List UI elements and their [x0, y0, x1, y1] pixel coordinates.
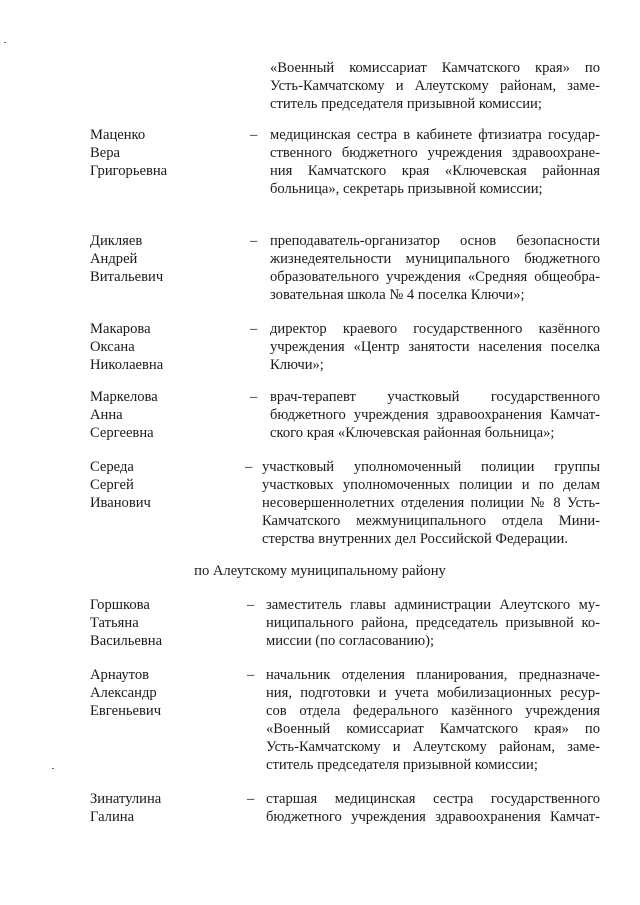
name-line: Николаевна: [90, 357, 164, 373]
member-name-makarova: [90, 320, 240, 374]
desc-line: жизнедеятельности муниципального бюджетного: [270, 251, 600, 267]
dash-separator: –: [245, 459, 253, 475]
dash-separator: –: [247, 791, 255, 807]
member-name-sereda: [90, 458, 240, 512]
desc-line: директор краевого государственного казённого: [270, 321, 600, 337]
name-line: Зинатулина: [90, 791, 162, 807]
member-desc-sereda: [262, 458, 600, 548]
name-line: Иванович: [90, 495, 151, 511]
name-line: Татьяна: [90, 615, 139, 631]
dash-separator: –: [250, 233, 258, 249]
name-line: Александр: [90, 685, 157, 701]
desc-line: бюджетного учреждения здравоохранения Камчат-: [266, 809, 600, 825]
name-line: Вера: [90, 145, 120, 161]
desc-line: стерства внутренних дел Российской Федерации.: [262, 531, 568, 547]
name-line: Анна: [90, 407, 123, 423]
desc-line: Камчатского межмуниципального отдела Мини-: [262, 513, 600, 529]
member-name-matsenko: [90, 126, 240, 180]
name-line: Григорьевна: [90, 163, 168, 179]
dash-separator: –: [250, 321, 258, 337]
desc-line: Ключи»;: [270, 357, 324, 373]
member-name-arnautov: [90, 666, 240, 720]
scan-mark: [4, 42, 6, 43]
member-desc-arnautov: [266, 666, 600, 774]
desc-line: заместитель главы администрации Алеутского му-: [266, 597, 600, 613]
desc-line: старшая медицинская сестра государственного: [266, 791, 600, 807]
member-desc-matsenko: [270, 126, 600, 198]
intro-line: Усть-Камчатскому и Алеутскому районам, заме-: [270, 78, 600, 94]
section-heading-aleut: по Алеутскому муниципальному району: [194, 563, 446, 579]
name-line: Сергеевна: [90, 425, 154, 441]
name-line: Маркелова: [90, 389, 158, 405]
desc-line: ского края «Ключевская районная больница»;: [270, 425, 555, 441]
member-name-markelova: [90, 388, 240, 442]
desc-line: ститель председателя призывной комиссии;: [266, 757, 538, 773]
member-desc-diklyaev: [270, 232, 600, 304]
name-line: Горшкова: [90, 597, 150, 613]
name-line: Маценко: [90, 127, 146, 143]
desc-line: бюджетного учреждения здравоохранения Камчат-: [270, 407, 600, 423]
desc-line: врач-терапевт участковый государственного: [270, 389, 600, 405]
desc-line: участковый уполномоченный полиции группы: [262, 459, 600, 475]
desc-line: учреждения «Центр занятости населения поселка: [270, 339, 600, 355]
desc-line: ния, подготовки и учета мобилизационных ресур-: [266, 685, 600, 701]
desc-line: «Военный комиссариат Камчатского края» по: [266, 721, 600, 737]
member-name-zinatulina: [90, 790, 240, 826]
member-desc-gorshkova: [266, 596, 600, 650]
intro-line: «Военный комиссариат Камчатского края» по: [270, 60, 600, 76]
desc-line: несовершеннолетних отделения полиции № 8 Усть-: [262, 495, 600, 511]
desc-line: образовательного учреждения «Средняя общеобра-: [270, 269, 600, 285]
name-line: Дикляев: [90, 233, 143, 249]
dash-separator: –: [250, 389, 258, 405]
intro-block: [270, 59, 600, 113]
desc-line: больница», секретарь призывной комиссии;: [270, 181, 543, 197]
dash-separator: –: [250, 127, 258, 143]
desc-line: зовательная школа № 4 поселка Ключи»;: [270, 287, 525, 303]
member-desc-zinatulina: [266, 790, 600, 826]
name-line: Оксана: [90, 339, 135, 355]
desc-line: начальник отделения планирования, предназначе-: [266, 667, 600, 683]
dash-separator: –: [247, 667, 255, 683]
name-line: Сергей: [90, 477, 134, 493]
name-line: Середа: [90, 459, 134, 475]
name-line: Арнаутов: [90, 667, 150, 683]
name-line: Витальевич: [90, 269, 164, 285]
name-line: Андрей: [90, 251, 138, 267]
name-line: Галина: [90, 809, 135, 825]
member-desc-markelova: [270, 388, 600, 442]
desc-line: ния Камчатского края «Ключевская районная: [270, 163, 600, 179]
desc-line: медицинская сестра в кабинете фтизиатра государ-: [270, 127, 600, 143]
scan-mark: [52, 768, 54, 769]
desc-line: преподаватель-организатор основ безопасности: [270, 233, 600, 249]
name-line: Евгеньевич: [90, 703, 162, 719]
desc-line: ниципального района, председатель призывной ко-: [266, 615, 600, 631]
name-line: Макарова: [90, 321, 151, 337]
desc-line: Усть-Камчатскому и Алеутскому районам, заме-: [266, 739, 600, 755]
dash-separator: –: [247, 597, 255, 613]
name-line: Васильевна: [90, 633, 163, 649]
intro-line: ститель председателя призывной комиссии;: [270, 96, 542, 112]
member-name-gorshkova: [90, 596, 240, 650]
desc-line: ственного бюджетного учреждения здравоохране-: [270, 145, 600, 161]
desc-line: сов отдела федерального казённого учреждения: [266, 703, 600, 719]
member-name-diklyaev: [90, 232, 240, 286]
desc-line: миссии (по согласованию);: [266, 633, 435, 649]
desc-line: участковых уполномоченных полиции и по делам: [262, 477, 600, 493]
member-desc-makarova: [270, 320, 600, 374]
